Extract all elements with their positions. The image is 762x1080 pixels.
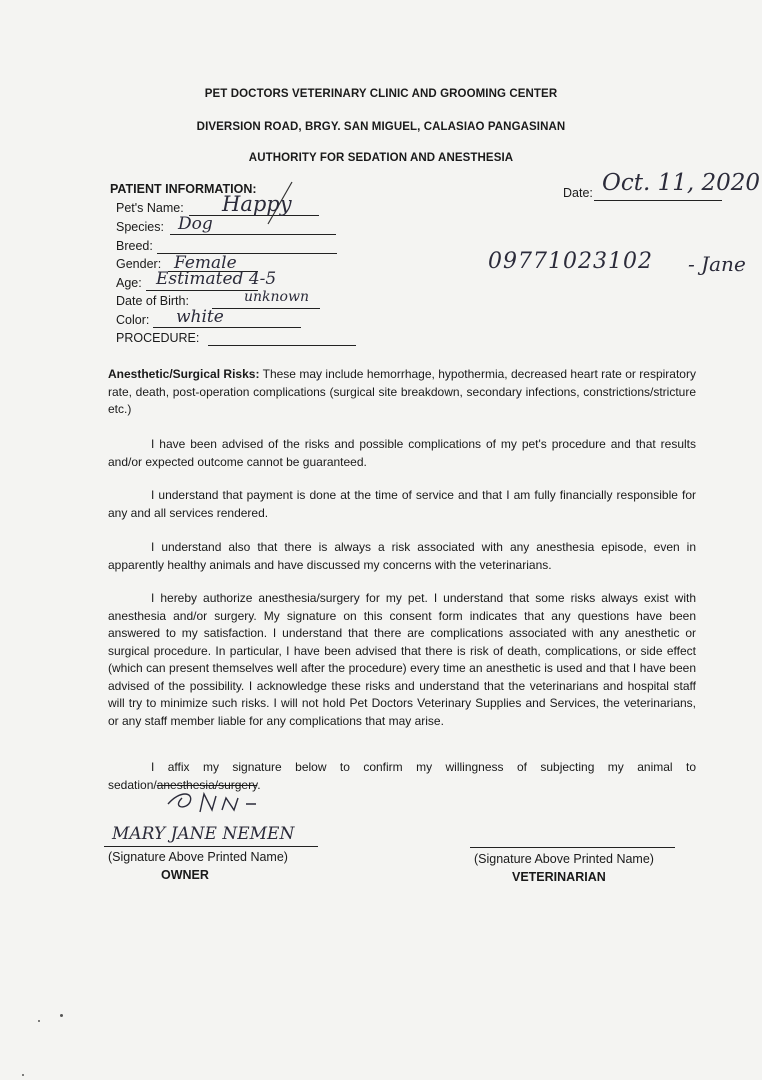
scan-speck [60, 1014, 63, 1017]
anesthesia-risk-paragraph [108, 539, 696, 574]
breed-label: Breed: [116, 239, 153, 253]
risks-text: These may include hemorrhage, hypothermia, decreased heart rate or respiratory rate, death, post-operation complications (surgical site breakdown, secondary infections, constrictions/stricture etc.) [108, 367, 696, 416]
scan-speck [38, 1020, 40, 1022]
handwritten-phone: 09771023102 [488, 249, 653, 274]
color-label: Color: [116, 313, 150, 327]
vet-signature-caption: (Signature Above Printed Name) [474, 852, 654, 866]
form-title: AUTHORITY FOR SEDATION AND ANESTHESIA [248, 152, 514, 164]
owner-signature-line [104, 846, 318, 847]
pets-name-value: Happy [222, 192, 292, 216]
handwritten-contact-name: - Jane [688, 252, 746, 276]
clinic-address: DIVERSION ROAD, BRGY. SAN MIGUEL, CALASIAO PANGASINAN [196, 121, 566, 133]
dob-label: Date of Birth: [116, 294, 189, 308]
affix-text-start: I affix my signature below to confirm my willingness of subjecting my animal to sedation/ [108, 760, 696, 792]
age-line [146, 290, 258, 291]
color-value: white [176, 307, 224, 327]
vet-role-label: VETERINARIAN [512, 870, 606, 884]
clinic-name: PET DOCTORS VETERINARY CLINIC AND GROOMING CENTER [204, 88, 558, 100]
species-label: Species: [116, 220, 164, 234]
payment-text: I understand that payment is done at the time of service and that I am fully financially responsible for any and all services rendered. [108, 488, 696, 520]
advised-text: I have been advised of the risks and possible complications of my pet's procedure and that results and/or expected outcome cannot be guaranteed. [108, 437, 696, 469]
owner-signature-scribble [160, 786, 280, 822]
species-line [170, 234, 336, 235]
scan-speck [22, 1074, 24, 1076]
date-line [594, 200, 722, 201]
procedure-label: PROCEDURE: [116, 331, 200, 345]
color-line [153, 327, 301, 328]
advised-paragraph [108, 436, 696, 471]
affix-struck-text: anesthesia/surgery [156, 777, 258, 792]
owner-role-label: OWNER [161, 868, 209, 882]
vet-signature-line [470, 847, 675, 848]
procedure-line [208, 345, 356, 346]
age-label: Age: [116, 276, 142, 290]
species-value: Dog [178, 214, 213, 234]
anesthesia-risk-text: I understand also that there is always a risk associated with any anesthesia episode, even in apparently healthy animals and have discussed my concerns with the veterinarians. [108, 540, 696, 572]
dob-value: unknown [244, 289, 309, 305]
owner-signature-caption: (Signature Above Printed Name) [108, 850, 288, 864]
date-value: Oct. 11, 2020 [602, 170, 761, 196]
affix-text-end: . [257, 777, 261, 792]
risks-heading: Anesthetic/Surgical Risks: [108, 367, 260, 381]
gender-value: Female [174, 253, 237, 273]
payment-paragraph [108, 487, 696, 522]
age-value: Estimated 4-5 [156, 269, 277, 289]
risks-paragraph [108, 366, 696, 419]
owner-printed-name: MARY JANE NEMEN [112, 824, 295, 844]
pets-name-label: Pet's Name: [116, 201, 184, 215]
patient-info-heading: PATIENT INFORMATION: [110, 182, 257, 196]
authorize-text: I hereby authorize anesthesia/surgery for my pet. I understand that some risks always exist with anesthesia and/or surgery. My signature on this consent form indicates that any questions have been answered to my satisfaction. I understand that there are complications associated with any anesthetic or surgical procedure. In particular, I have been advised that there is risk of death, complications, or side effect (which can present themselves well after the procedure) every time an anesthetic is used and that I have been advised of the possibility. I acknowledge these risks and understand that the veterinarians and hospital staff will try to minimize such risks. I will not hold Pet Doctors Veterinary Supplies and Services, the veterinarians, or any staff member liable for any complications that may arise. [108, 591, 696, 728]
authorize-paragraph [108, 590, 696, 730]
date-label: Date: [563, 186, 593, 200]
dob-line [212, 308, 320, 309]
gender-label: Gender: [116, 257, 162, 271]
